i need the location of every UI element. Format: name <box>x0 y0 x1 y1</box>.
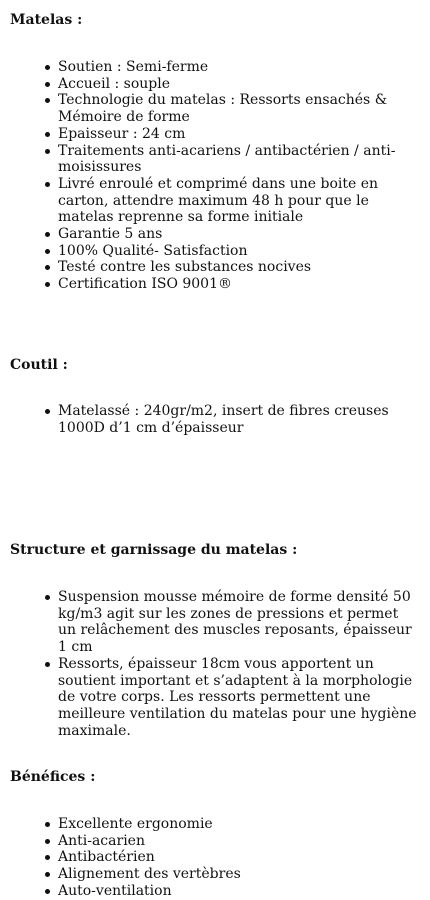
list-item: Anti-acarien <box>0 833 404 850</box>
list-item: Auto-ventilation <box>0 883 404 900</box>
list-item: Accueil : souple <box>0 76 404 93</box>
list-item: Excellente ergonomie <box>0 816 404 833</box>
structure-feature-list <box>0 589 424 739</box>
list-item: Traitements anti-acariens / antibactérien / anti-moisissures <box>0 143 404 176</box>
list-item: Matelassé : 240gr/m2, insert de fibres creuses 1000D d’1 cm d’épaisseur <box>0 403 426 436</box>
coutil-feature-list <box>0 403 426 436</box>
list-item: Antibactérien <box>0 849 404 866</box>
list-item: 100% Qualité- Satisfaction <box>0 243 404 260</box>
benefices-feature-list <box>0 816 404 900</box>
list-item: Alignement des vertèbres <box>0 866 404 883</box>
list-item: Technologie du matelas : Ressorts ensachés & Mémoire de forme <box>0 92 404 125</box>
list-item: Epaisseur : 24 cm <box>0 126 404 143</box>
section-heading-coutil: Coutil : <box>10 357 68 373</box>
list-item: Soutien : Semi-ferme <box>0 59 404 76</box>
matelas-feature-list <box>0 59 404 293</box>
list-item: Certification ISO 9001® <box>0 276 404 293</box>
list-item: Suspension mousse mémoire de forme densité 50 kg/m3 agit sur les zones de pressions et permet un relâchement des muscles reposants, épaisseur 1 cm <box>0 589 424 656</box>
list-item: Testé contre les substances nocives <box>0 259 404 276</box>
list-item: Garantie 5 ans <box>0 226 404 243</box>
section-heading-structure: Structure et garnissage du matelas : <box>10 542 298 558</box>
list-item: Livré enroulé et comprimé dans une boite en carton, attendre maximum 48 h pour que le matelas reprenne sa forme initiale <box>0 176 404 226</box>
list-item: Ressorts, épaisseur 18cm vous apportent un soutient important et s’adaptent à la morphologie de votre corps. Les ressorts permettent une meilleure ventilation du matelas pour une hygiène maximale. <box>0 656 424 740</box>
section-heading-matelas: Matelas : <box>10 12 83 28</box>
section-heading-benefices: Bénéfices : <box>10 769 96 785</box>
